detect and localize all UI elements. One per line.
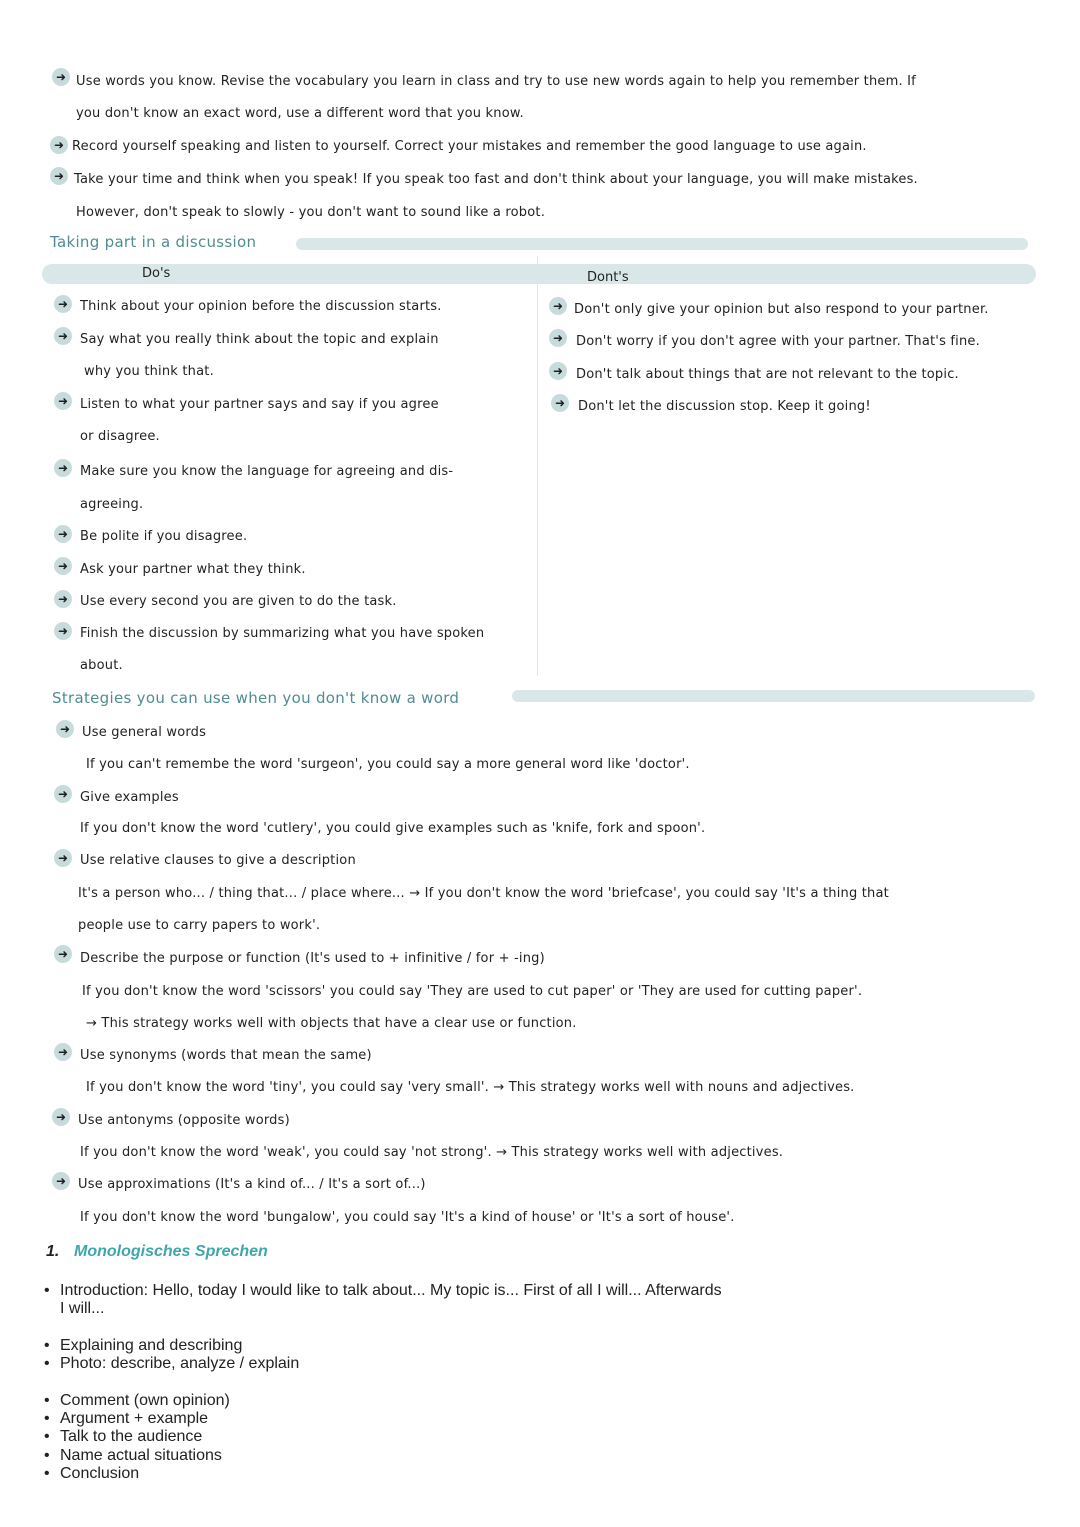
list-item: Comment (own opinion) (60, 1392, 230, 1409)
arrow-icon: ➜ (54, 557, 72, 575)
donts-header: Dont's (587, 270, 629, 285)
bullet-dot: • (44, 1465, 50, 1482)
heading-highlight (296, 238, 1028, 250)
arrow-icon: ➜ (54, 590, 72, 608)
arrow-icon: ➜ (549, 362, 567, 380)
do-item: Think about your opinion before the discussion starts. (80, 299, 442, 314)
arrow-icon: ➜ (50, 136, 68, 154)
arrow-icon: ➜ (54, 1043, 72, 1061)
arrow-icon: ➜ (54, 785, 72, 803)
tip-record: Record yourself speaking and listen to yourself. Correct your mistakes and remember the good language to use again. (72, 139, 867, 154)
tip-time-line2: However, don't speak to slowly - you don't want to sound like a robot. (76, 205, 546, 220)
strategy-text: If you don't know the word 'cutlery', you could give examples such as 'knife, fork and spoon'. (80, 821, 706, 836)
list-item: Explaining and describing (60, 1337, 243, 1354)
dont-item: Don't talk about things that are not relevant to the topic. (576, 367, 959, 382)
bullet-dot: • (44, 1355, 50, 1372)
arrow-icon: ➜ (54, 327, 72, 345)
arrow-icon: ➜ (54, 945, 72, 963)
intro-line2: I will... (60, 1300, 105, 1317)
tip-time-line1: Take your time and think when you speak! If you speak too fast and don't think about your language, you will make mistakes. (74, 172, 918, 187)
list-item: Talk to the audience (60, 1428, 203, 1445)
strategies-heading: Strategies you can use when you don't know a word (52, 689, 460, 707)
do-item: Use every second you are given to do the task. (80, 594, 397, 609)
table-header-bar (42, 264, 1036, 284)
arrow-icon: ➜ (52, 68, 70, 86)
arrow-icon: ➜ (549, 329, 567, 347)
strategy-title: Use relative clauses to give a description (80, 853, 356, 868)
arrow-icon: ➜ (54, 525, 72, 543)
section-number: 1. (46, 1243, 60, 1260)
strategy-text: If you don't know the word 'bungalow', you could say 'It's a kind of house' or 'It's a sort of house'. (80, 1210, 735, 1225)
intro-line1: Introduction: Hello, today I would like to talk about... My topic is... First of all I will... Afterwards (60, 1282, 722, 1299)
bullet-dot: • (44, 1410, 50, 1427)
dont-item: Don't only give your opinion but also respond to your partner. (574, 302, 989, 317)
strategy-title: Use synonyms (words that mean the same) (80, 1048, 372, 1063)
do-item-cont: or disagree. (80, 429, 160, 444)
strategy-text: If you can't remembe the word 'surgeon', you could say a more general word like 'doctor'. (86, 757, 690, 772)
strategy-title: Describe the purpose or function (It's used to + infinitive / for + -ing) (80, 951, 545, 966)
column-divider (537, 256, 538, 676)
arrow-icon: ➜ (54, 459, 72, 477)
bullet-dot: • (44, 1447, 50, 1464)
arrow-icon: ➜ (549, 297, 567, 315)
do-item: Be polite if you disagree. (80, 529, 248, 544)
strategy-text: → This strategy works well with objects that have a clear use or function. (86, 1016, 577, 1031)
strategy-text: If you don't know the word 'weak', you could say 'not strong'. → This strategy works well with adjectives. (80, 1145, 784, 1160)
section-title: Monologisches Sprechen (74, 1243, 268, 1260)
arrow-icon: ➜ (52, 1108, 70, 1126)
do-item: Finish the discussion by summarizing what you have spoken (80, 626, 485, 641)
do-item-cont: why you think that. (84, 364, 214, 379)
strategy-text: If you don't know the word 'tiny', you could say 'very small'. → This strategy works well with nouns and adjectives. (86, 1080, 855, 1095)
bullet-dot: • (44, 1282, 50, 1299)
strategy-text: people use to carry papers to work'. (78, 918, 321, 933)
strategy-title: Use general words (82, 725, 207, 740)
do-item: Say what you really think about the topic and explain (80, 332, 439, 347)
arrow-icon: ➜ (551, 394, 569, 412)
bullet-dot: • (44, 1392, 50, 1409)
arrow-icon: ➜ (50, 167, 68, 185)
list-item: Argument + example (60, 1410, 209, 1427)
do-item-cont: about. (80, 658, 123, 673)
bullet-dot: • (44, 1337, 50, 1354)
list-item: Conclusion (60, 1465, 140, 1482)
strategy-title: Use approximations (It's a kind of... / It's a sort of...) (78, 1177, 426, 1192)
heading-highlight (512, 690, 1035, 702)
discussion-heading: Taking part in a discussion (50, 233, 257, 251)
do-item: Ask your partner what they think. (80, 562, 306, 577)
list-item: Photo: describe, analyze / explain (60, 1355, 300, 1372)
arrow-icon: ➜ (54, 622, 72, 640)
tip-vocabulary-line2: you don't know an exact word, use a different word that you know. (76, 106, 524, 121)
strategy-title: Give examples (80, 790, 179, 805)
arrow-icon: ➜ (54, 849, 72, 867)
dont-item: Don't worry if you don't agree with your partner. That's fine. (576, 334, 980, 349)
do-item: Make sure you know the language for agreeing and dis- (80, 464, 454, 479)
do-item-cont: agreeing. (80, 497, 144, 512)
strategy-title: Use antonyms (opposite words) (78, 1113, 290, 1128)
dos-header: Do's (142, 266, 171, 281)
do-item: Listen to what your partner says and say if you agree (80, 397, 439, 412)
tip-vocabulary-line1: Use words you know. Revise the vocabulary you learn in class and try to use new words again to help you remember them. If (76, 74, 916, 89)
dont-item: Don't let the discussion stop. Keep it going! (578, 399, 871, 414)
strategy-text: It's a person who... / thing that... / place where... → If you don't know the word 'briefcase', you could say 'It's a thing that (78, 886, 889, 901)
list-item: Name actual situations (60, 1447, 222, 1464)
strategy-text: If you don't know the word 'scissors' you could say 'They are used to cut paper' or 'They are used for cutting paper'. (82, 984, 863, 999)
arrow-icon: ➜ (54, 392, 72, 410)
arrow-icon: ➜ (52, 1172, 70, 1190)
arrow-icon: ➜ (56, 720, 74, 738)
bullet-dot: • (44, 1428, 50, 1445)
arrow-icon: ➜ (54, 295, 72, 313)
